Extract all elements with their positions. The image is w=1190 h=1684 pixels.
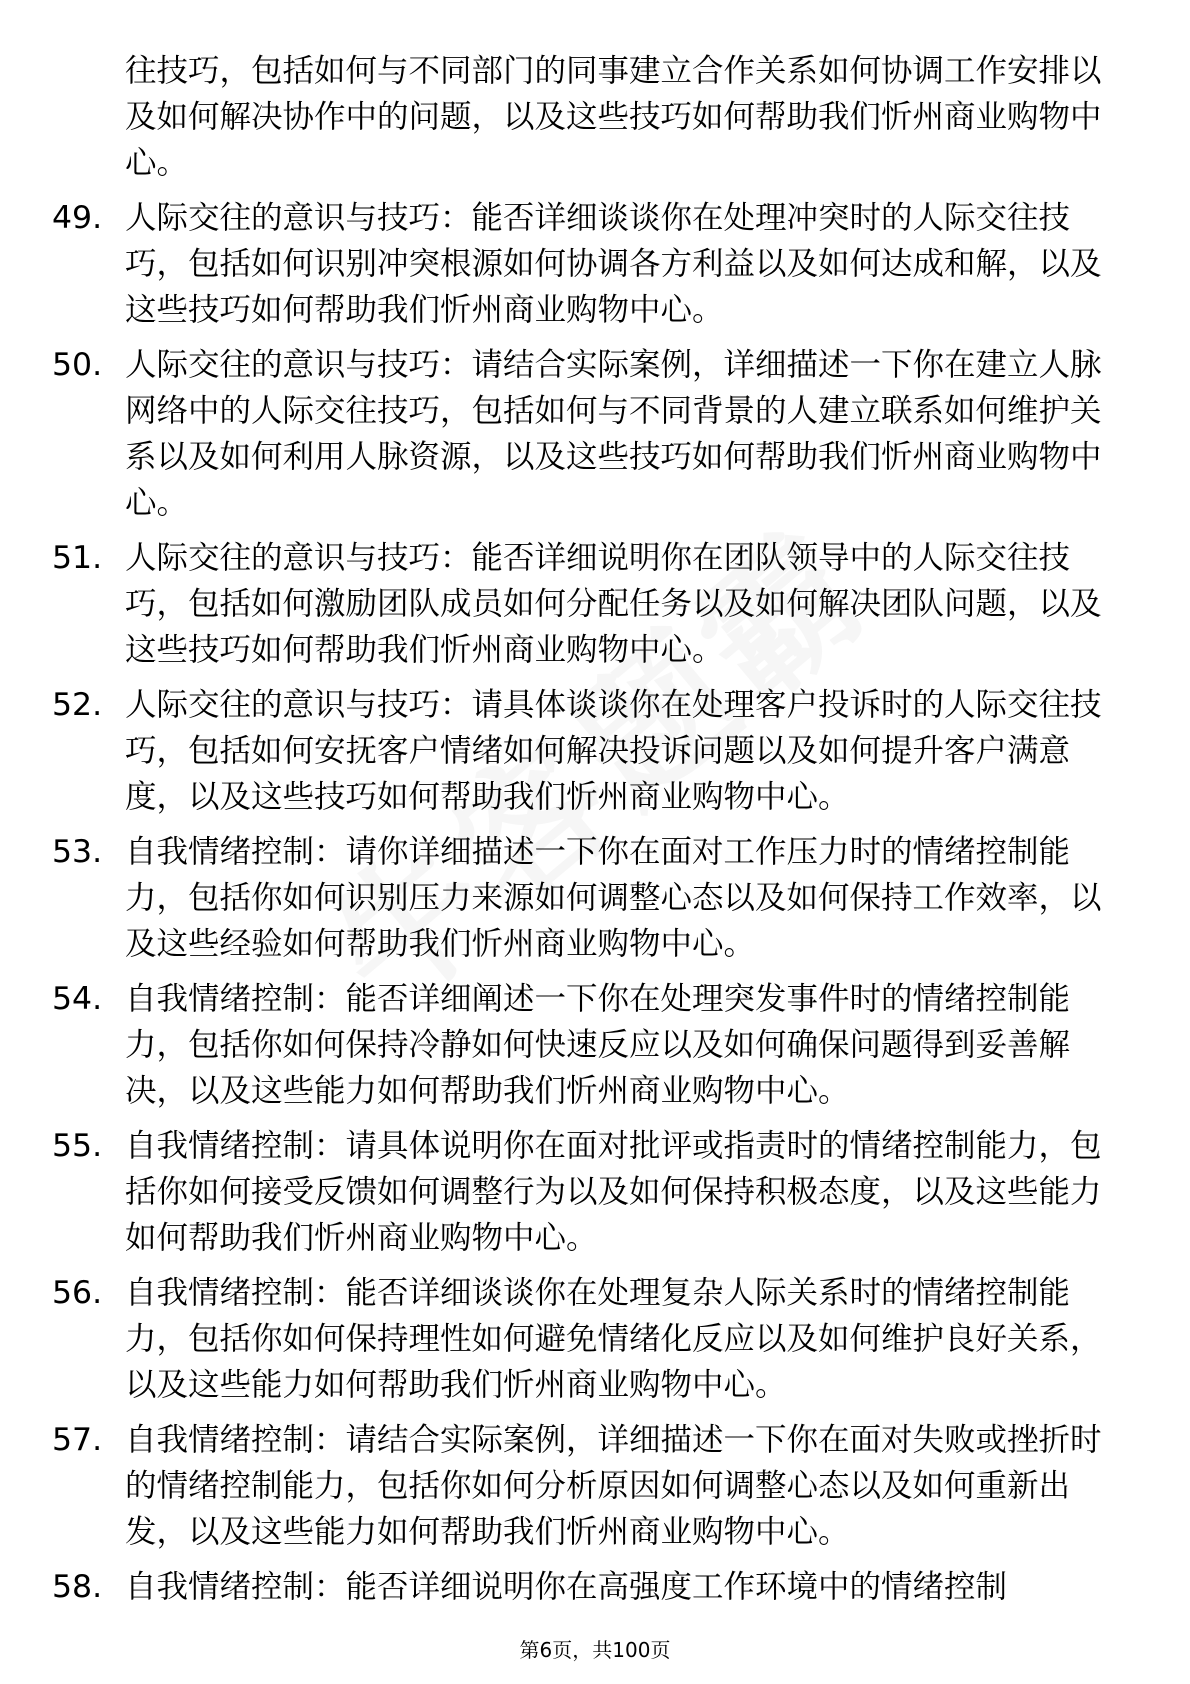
question-number: 55. [52, 1128, 103, 1164]
page-footer: 第6页，共100页 [519, 1638, 671, 1662]
question-item [52, 1270, 1118, 1408]
question-text: 人际交往的意识与技巧：请结合实际案例，详细描述一下你在建立人脉网络中的人际交往技巧，包括如何与不同背景的人建立联系如何维护关系以及如何利用人脉资源，以及这些技巧如何帮助我们忻州商业购物中心。 [125, 347, 1102, 521]
question-item [52, 829, 1118, 967]
question-number: 49. [52, 200, 103, 236]
question-number: 56. [52, 1275, 103, 1311]
question-text: 人际交往的意识与技巧：能否详细谈谈你在处理冲突时的人际交往技巧，包括如何识别冲突根源如何协调各方利益以及如何达成和解，以及这些技巧如何帮助我们忻州商业购物中心。 [125, 200, 1102, 328]
question-item [52, 1417, 1118, 1555]
question-item [52, 682, 1118, 820]
question-list [52, 48, 1118, 1619]
question-item [52, 535, 1118, 673]
question-number: 52. [52, 687, 103, 723]
question-item [52, 1123, 1118, 1261]
question-text: 人际交往的意识与技巧：请具体谈谈你在处理客户投诉时的人际交往技巧，包括如何安抚客户情绪如何解决投诉问题以及如何提升客户满意度，以及这些技巧如何帮助我们忻州商业购物中心。 [125, 687, 1102, 815]
question-number: 51. [52, 540, 103, 576]
question-text: 自我情绪控制：能否详细说明你在高强度工作环境中的情绪控制 [125, 1569, 1008, 1605]
question-number: 58. [52, 1569, 103, 1605]
question-item [52, 195, 1118, 333]
question-number: 53. [52, 834, 103, 870]
continuation-text: 往技巧，包括如何与不同部门的同事建立合作关系如何协调工作安排以及如何解决协作中的问题，以及这些技巧如何帮助我们忻州商业购物中心。 [125, 53, 1102, 181]
question-item [52, 342, 1118, 526]
question-number: 54. [52, 981, 103, 1017]
question-text: 自我情绪控制：请具体说明你在面对批评或指责时的情绪控制能力，包括你如何接受反馈如何调整行为以及如何保持积极态度，以及这些能力如何帮助我们忻州商业购物中心。 [125, 1128, 1102, 1256]
question-item [52, 1564, 1118, 1610]
question-text: 自我情绪控制：请结合实际案例，详细描述一下你在面对失败或挫折时的情绪控制能力，包括你如何分析原因如何调整心态以及如何重新出发，以及这些能力如何帮助我们忻州商业购物中心。 [125, 1422, 1102, 1550]
question-text: 自我情绪控制：能否详细阐述一下你在处理突发事件时的情绪控制能力，包括你如何保持冷静如何快速反应以及如何确保问题得到妥善解决，以及这些能力如何帮助我们忻州商业购物中心。 [125, 981, 1071, 1109]
question-item [52, 976, 1118, 1114]
question-text: 自我情绪控制：能否详细谈谈你在处理复杂人际关系时的情绪控制能力，包括你如何保持理性如何避免情绪化反应以及如何维护良好关系，以及这些能力如何帮助我们忻州商业购物中心。 [125, 1275, 1102, 1403]
question-number: 50. [52, 347, 103, 383]
question-text: 人际交往的意识与技巧：能否详细说明你在团队领导中的人际交往技巧，包括如何激励团队成员如何分配任务以及如何解决团队问题，以及这些技巧如何帮助我们忻州商业购物中心。 [125, 540, 1102, 668]
question-text: 自我情绪控制：请你详细描述一下你在面对工作压力时的情绪控制能力，包括你如何识别压力来源如何调整心态以及如何保持工作效率，以及这些经验如何帮助我们忻州商业购物中心。 [125, 834, 1102, 962]
question-number: 57. [52, 1422, 103, 1458]
continuation-paragraph [52, 48, 1118, 186]
